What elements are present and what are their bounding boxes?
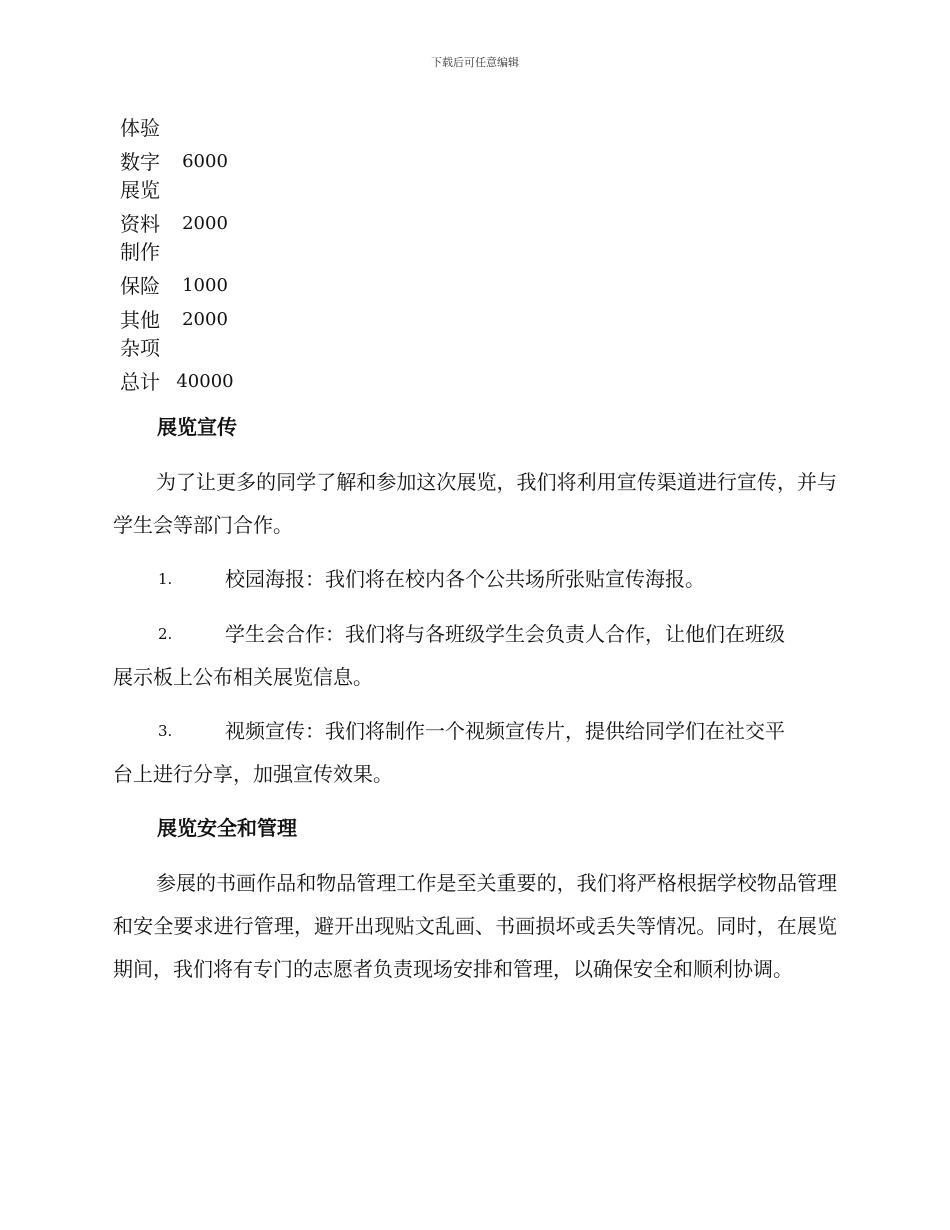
budget-row: [120, 272, 320, 300]
budget-amount: 1000: [182, 275, 228, 296]
budget-amount: 2000: [182, 309, 228, 330]
list-item: [113, 613, 837, 699]
budget-item: 数字展览: [120, 150, 160, 202]
section-title-promotion: 展览宣传: [157, 415, 237, 439]
list-text-continued: 台上进行分享，加强宣传效果。: [113, 762, 393, 786]
budget-item: 其他杂项: [120, 308, 160, 360]
list-text: 视频宣传：我们将制作一个视频宣传片，提供给同学们在社交平: [225, 719, 785, 743]
budget-amount: 6000: [182, 151, 228, 172]
budget-row: [120, 114, 320, 142]
list-item: [113, 558, 837, 601]
safety-body: 参展的书画作品和物品管理工作是至关重要的，我们将严格根据学校物品管理和安全要求进行管理，避开出现贴文乱画、书画损坏或丢失等情况。同时，在展览期间，我们将有专门的志愿者负责现场安排和管理，以确保安全和顺利协调。: [113, 871, 837, 981]
section-title-safety: 展览安全和管理: [157, 816, 297, 840]
budget-item: 体验: [120, 116, 160, 140]
list-text: 学生会合作：我们将与各班级学生会负责人合作，让他们在班级: [225, 622, 785, 646]
budget-table: [120, 114, 320, 402]
budget-item: 资料制作: [120, 212, 160, 264]
budget-row: [120, 148, 320, 204]
list-number: 2.: [158, 625, 173, 643]
list-item: [113, 710, 837, 796]
page-header: 下载后可任意编辑: [431, 56, 519, 69]
budget-row: [120, 210, 320, 266]
budget-row-total: [120, 368, 320, 396]
list-number: 1.: [158, 570, 173, 588]
budget-item: 保险: [120, 274, 160, 298]
budget-item: 总计: [120, 370, 160, 394]
budget-amount: 2000: [182, 213, 228, 234]
list-text-continued: 展示板上公布相关展览信息。: [113, 665, 373, 689]
promotion-intro: 为了让更多的同学了解和参加这次展览，我们将利用宣传渠道进行宣传，并与学生会等部门合作。: [113, 470, 837, 537]
list-number: 3.: [158, 722, 173, 740]
budget-row: [120, 306, 320, 362]
budget-amount: 40000: [176, 371, 234, 392]
list-text: 校园海报：我们将在校内各个公共场所张贴宣传海报。: [225, 567, 705, 591]
